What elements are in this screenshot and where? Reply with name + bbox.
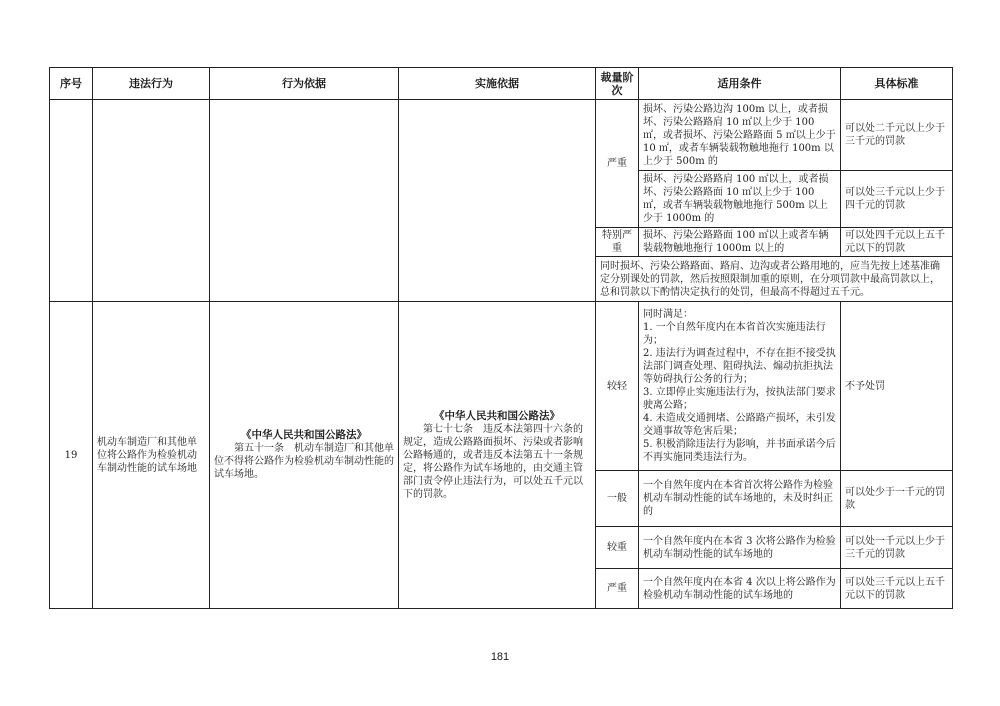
level-cell: 较重	[596, 527, 639, 569]
condition-cell: 损坏、污染公路路肩 100 ㎡以上，或者损坏、污染公路路面 10 ㎡以上少于 100 ㎡，或者车辆装载物触地拖行 500m 以上少于 1000m 的	[639, 171, 841, 228]
standard-cell: 可以处一千元以上少于三千元的罚款	[841, 527, 953, 569]
basis-law-title: 《中华人民共和国公路法》	[241, 429, 367, 441]
cont-act-cell	[93, 100, 210, 302]
standard-cell: 可以处四千元以上五千元以下的罚款	[841, 228, 953, 257]
condition-cell: 一个自然年度内在本省 4 次以上将公路作为检验机动车制动性能的试车场地的	[639, 569, 841, 609]
header-impl: 实施依据	[399, 68, 596, 100]
standard-cell: 可以处二千元以上少于三千元的罚款	[841, 100, 953, 171]
level-cell: 一般	[596, 471, 639, 527]
standard-cell: 可以处少于一千元的罚款	[841, 471, 953, 527]
header-seq: 序号	[50, 68, 93, 100]
condition-cell: 同时满足： 1. 一个自然年度内在本省首次实施违法行为； 2. 违法行为调查过程中，不存在拒不接受执法部门调查处理、阻碍执法、煽动抗拒执法等妨碍执行公务的行为； 3. 立即停止实施违法行为，按执法部门要求驶离公路； 4. 未造成交通拥堵、公路路产损坏，未引发交通事故等危害后果； 5. 积极消除违法行为影响，并书面承诺今后不再实施同类违法行为。	[639, 302, 841, 471]
basis-cell	[210, 302, 399, 609]
impl-law-title: 《中华人民共和国公路法》	[434, 409, 560, 422]
act-cell: 机动车制造厂和其他单位将公路作为检验机动车制动性能的试车场地	[93, 302, 210, 609]
table-row	[50, 302, 953, 471]
note-cell: 同时损坏、污染公路路面、路肩、边沟或者公路用地的，应当先按上述基准确定分别课处的罚款，然后按照限制加重的原则，在分项罚款中最高罚款以上，总和罚款以下酌情决定执行的处罚，但最高不得超过五千元。	[596, 257, 953, 302]
cont-basis-cell	[210, 100, 399, 302]
basis-text: 第五十一条 机动车制造厂和其他单位不得将公路作为检验机动车制动性能的试车场地。	[214, 443, 394, 480]
header-std: 具体标准	[841, 68, 953, 100]
condition-cell: 一个自然年度内在本省首次将公路作为检验机动车制动性能的试车场地的，未及时纠正的	[639, 471, 841, 527]
level-cell: 特别严重	[596, 228, 639, 257]
seq-cell: 19	[50, 302, 93, 609]
condition-cell: 损坏、污染公路路面 100 ㎡以上或者车辆装载物触地拖行 1000m 以上的	[639, 228, 841, 257]
standard-cell: 可以处三千元以上少于四千元的罚款	[841, 171, 953, 228]
standard-cell: 不予处罚	[841, 302, 953, 471]
header-row	[50, 68, 953, 100]
condition-cell: 损坏、污染公路边沟 100m 以上，或者损坏、污染公路路肩 10 ㎡以上少于 100 ㎡，或者损坏、污染公路路面 5 ㎡以上少于 10 ㎡，或者车辆装载物触地拖行 100m 以上少于 500m 的	[639, 100, 841, 171]
header-basis: 行为依据	[210, 68, 399, 100]
condition-cell: 一个自然年度内在本省 3 次将公路作为检验机动车制动性能的试车场地的	[639, 527, 841, 569]
header-cond: 适用条件	[639, 68, 841, 100]
level-cell: 严重	[596, 100, 639, 228]
regulation-table	[49, 67, 953, 609]
impl-cell	[399, 302, 596, 609]
page-number: 181	[490, 651, 510, 663]
cont-impl-cell	[399, 100, 596, 302]
table-row	[50, 100, 953, 171]
cont-seq-cell	[50, 100, 93, 302]
level-cell: 严重	[596, 569, 639, 609]
level-cell: 较轻	[596, 302, 639, 471]
header-act: 违法行为	[93, 68, 210, 100]
header-level: 裁量阶次	[596, 68, 639, 100]
standard-cell: 可以处三千元以上五千元以下的罚款	[841, 569, 953, 609]
impl-text: 第七十七条 违反本法第四十六条的规定，造成公路路面损坏、污染或者影响公路畅通的，或者违反本法第五十一条规定，将公路作为试车场地的，由交通主管部门责令停止违法行为，可以处五千元以下的罚款。	[403, 423, 583, 500]
